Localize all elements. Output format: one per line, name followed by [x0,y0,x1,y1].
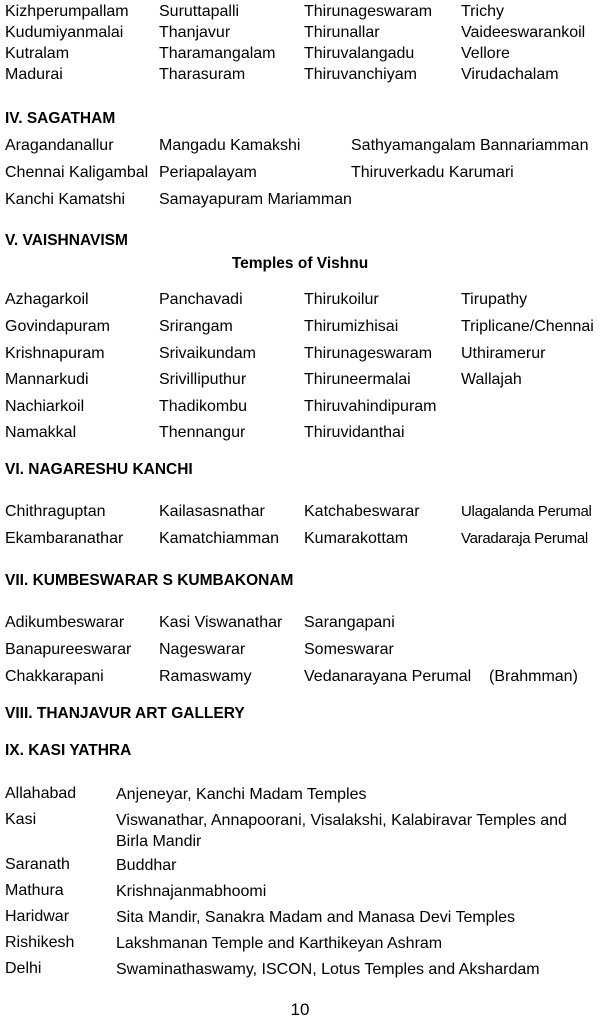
table-cell-place: Haridwar [5,908,70,925]
list-item: Azhagarkoil [5,291,89,308]
section-heading-sagatham: IV. SAGATHAM [5,110,116,127]
table-cell-temples: Krishnajanmabhoomi [116,883,267,900]
section-heading-thanjavur: VIII. THANJAVUR ART GALLERY [5,705,245,722]
list-item: Thiruvalangadu [304,45,415,62]
list-item: Chennai Kaligambal [5,164,149,181]
list-item: Thirunageswaram [304,3,433,20]
list-item: Varadaraja Perumal [461,530,588,547]
table-cell-place: Allahabad [5,785,77,802]
list-item: Thirukoilur [304,291,379,308]
list-item: Madurai [5,66,63,83]
table-cell-temples: Swaminathaswamy, ISCON, Lotus Temples and Akshardam [116,961,540,978]
list-item: Thennangur [159,424,246,441]
list-item: Vellore [461,45,510,62]
section-heading-nagareshu-kanchi: VI. NAGARESHU KANCHI [5,461,193,478]
list-item: Namakkal [5,424,77,441]
list-item: Uthiramerur [461,345,546,362]
list-item: Kutralam [5,45,70,62]
table-cell-temples: Lakshmanan Temple and Karthikeyan Ashram [116,935,443,952]
list-item: Thiruneermalai [304,371,411,388]
subheading-temples-of-vishnu: Temples of Vishnu [231,255,369,272]
table-cell-place: Delhi [5,960,42,977]
table-cell-place: Kasi [5,811,37,828]
section-heading-vaishnavism: V. VAISHNAVISM [5,232,128,249]
list-item: Adikumbeswarar [5,614,125,631]
list-item: Nachiarkoil [5,398,85,415]
table-cell-temples: Viswanathar, Annapoorani, Visalakshi, Kalabiravar Temples and Birla Mandir [116,812,567,850]
list-item: Kasi Viswanathar [159,614,283,631]
list-item: Krishnapuram [5,345,105,362]
list-item: Thiruvanchiyam [304,66,417,83]
list-item-note: (Brahmman) [489,668,578,685]
list-item: Srivaikundam [159,345,256,362]
list-item: Virudachalam [461,66,559,83]
list-item: Vedanarayana Perumal [304,668,472,685]
section-heading-kasi-yathra: IX. KASI YATHRA [5,742,132,759]
list-item: Chakkarapani [5,668,104,685]
list-item: Ekambaranathar [5,530,124,547]
list-item: Katchabeswarar [304,503,420,520]
table-cell-temples: Sita Mandir, Sanakra Madam and Manasa Devi Temples [116,909,516,926]
section-heading-kumbeswarar: VII. KUMBESWARAR S KUMBAKONAM [5,572,294,589]
list-item: Kizhperumpallam [5,3,129,20]
list-item: Trichy [461,3,504,20]
list-item: Aragandanallur [5,137,114,154]
list-item: Kudumiyanmalai [5,24,124,41]
list-item: Ulagalanda Perumal [461,503,592,520]
list-item: Thiruvidanthai [304,424,405,441]
list-item: Periapalayam [159,164,257,181]
list-item: Thirunallar [304,24,380,41]
list-item: Sarangapani [304,614,395,631]
list-item: Thirunageswaram [304,345,433,362]
list-item: Thadikombu [159,398,248,415]
list-item: Kailasasnathar [159,503,265,520]
list-item: Kumarakottam [304,530,409,547]
list-item: Samayapuram Mariamman [159,191,352,208]
list-item: Sathyamangalam Bannariamman [351,137,589,154]
list-item: Triplicane/Chennai [461,318,594,335]
list-item: Panchavadi [159,291,243,308]
list-item: Tirupathy [461,291,528,308]
list-item: Kanchi Kamatshi [5,191,126,208]
list-item: Thiruverkadu Karumari [351,164,514,181]
table-cell-temples: Anjeneyar, Kanchi Madam Temples [116,786,367,803]
list-item: Tharamangalam [159,45,276,62]
list-item: Ramaswamy [159,668,252,685]
table-cell-place: Saranath [5,856,70,873]
list-item: Wallajah [461,371,522,388]
list-item: Someswarar [304,641,394,658]
page-number: 10 [290,1000,310,1019]
list-item: Mangadu Kamakshi [159,137,301,154]
list-item: Banapureeswarar [5,641,132,658]
list-item: Chithraguptan [5,503,106,520]
list-item: Thiruvahindipuram [304,398,437,415]
list-item: Thanjavur [159,24,231,41]
list-item: Mannarkudi [5,371,89,388]
list-item: Govindapuram [5,318,110,335]
table-cell-place: Rishikesh [5,934,75,951]
list-item: Vaideeswarankoil [461,24,586,41]
list-item: Thirumizhisai [304,318,399,335]
list-item: Srirangam [159,318,233,335]
list-item: Srivilliputhur [159,371,247,388]
list-item: Suruttapalli [159,3,240,20]
list-item: Nageswarar [159,641,246,658]
table-cell-place: Mathura [5,882,64,899]
list-item: Tharasuram [159,66,246,83]
table-cell-temples: Buddhar [116,857,177,874]
list-item: Kamatchiamman [159,530,280,547]
